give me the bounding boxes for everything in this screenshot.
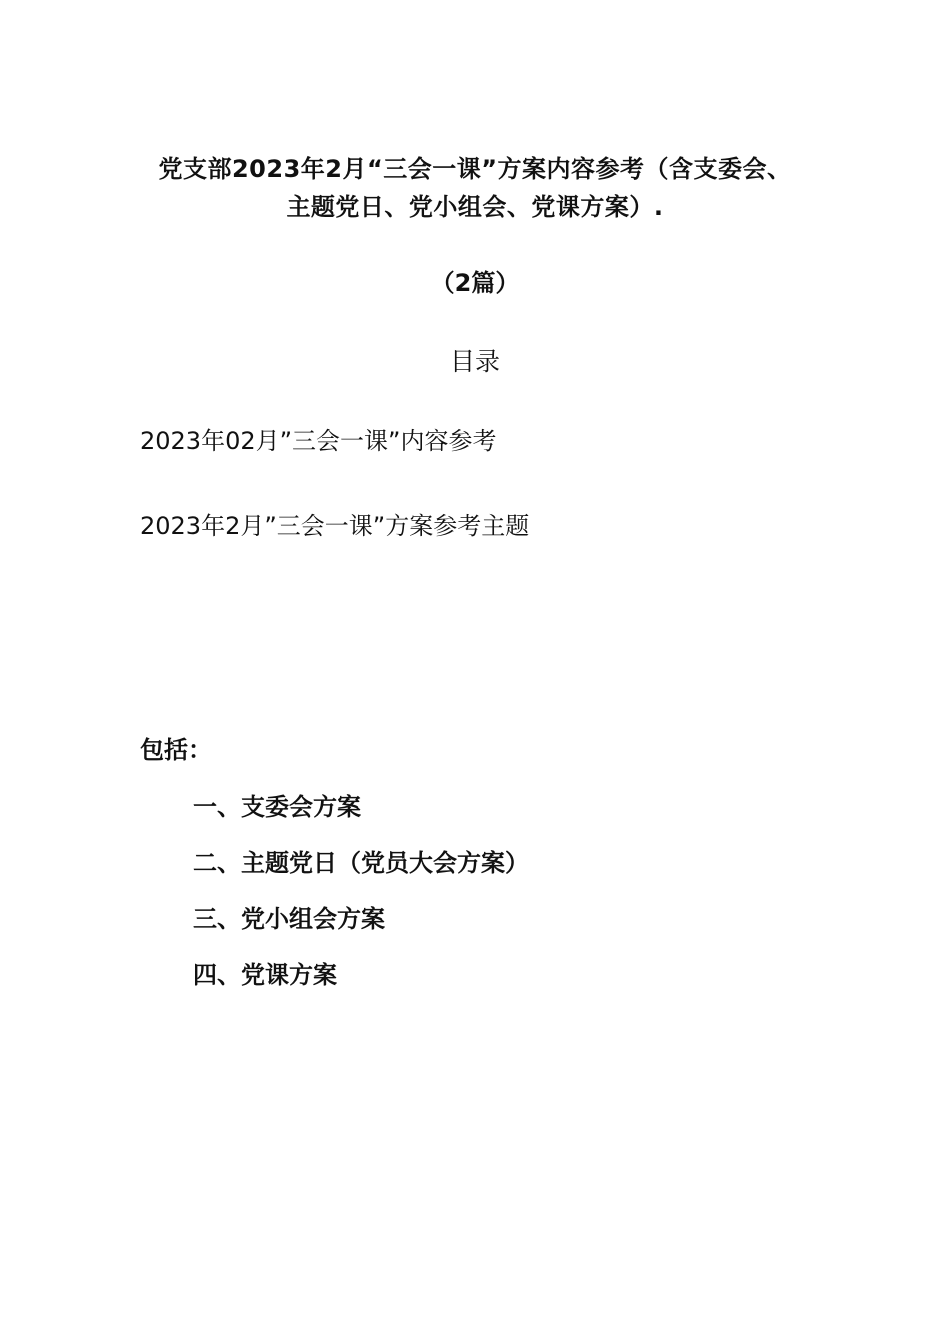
includes-label: 包括：: [140, 736, 212, 764]
include-item-branch-committee: 一、支委会方案: [193, 793, 361, 821]
document-title-line-2: 主题党日、党小组会、党课方案）.: [286, 193, 664, 221]
document-title-line-1: 党支部2023年2月“三会一课”方案内容参考（含支委会、: [158, 155, 792, 183]
include-item-party-group-meeting: 三、党小组会方案: [193, 905, 385, 933]
article-count: （2篇）: [430, 269, 520, 297]
toc-item[interactable]: 2023年02月”三会一课”内容参考: [140, 427, 497, 455]
include-item-theme-party-day: 二、主题党日（党员大会方案）: [193, 849, 529, 877]
document-title: [120, 150, 830, 226]
include-item-party-lecture: 四、党课方案: [193, 961, 337, 989]
toc-item[interactable]: 2023年2月”三会一课”方案参考主题: [140, 512, 530, 540]
toc-heading: 目录: [449, 347, 500, 376]
